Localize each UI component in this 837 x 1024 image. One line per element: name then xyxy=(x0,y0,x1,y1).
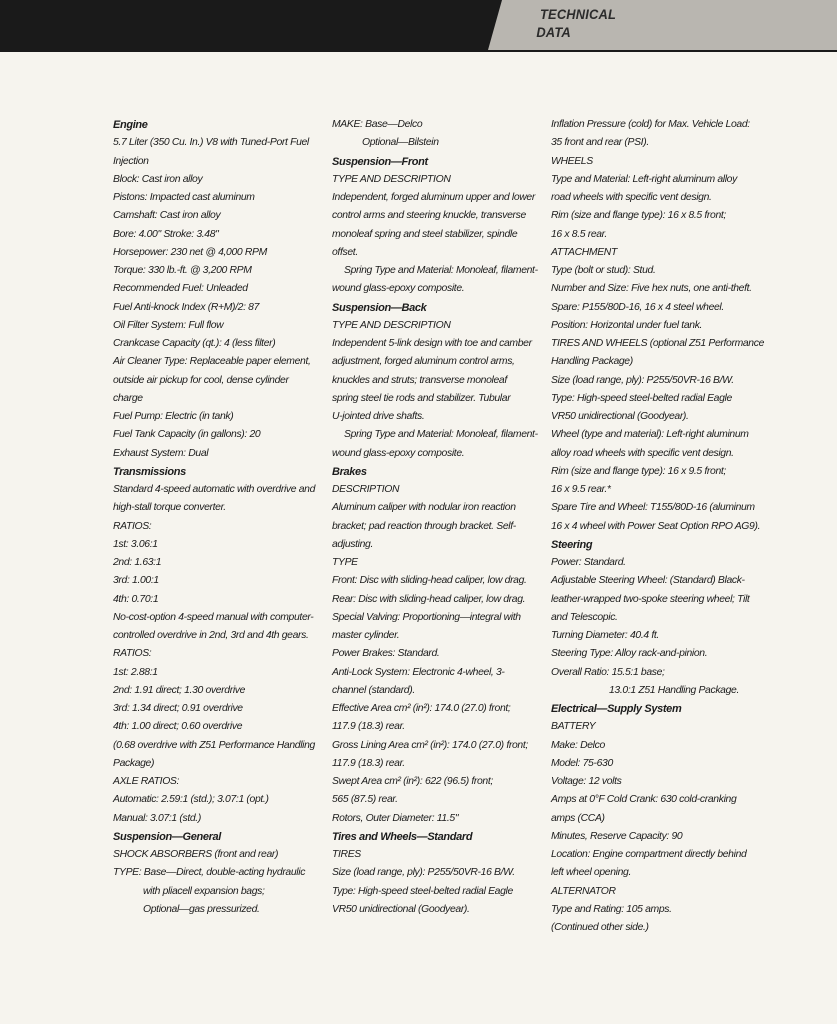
spec-line: Type and Material: Left-right aluminum alloy xyxy=(551,173,737,185)
spec-line: 117.9 (18.3) rear. xyxy=(332,757,405,769)
spec-line: WHEELS xyxy=(551,155,593,167)
spec-line: spring steel tie rods and stabilizer. Tubular xyxy=(332,392,511,404)
spec-line: monoleaf spring and steel stabilizer, spindle xyxy=(332,228,518,240)
spec-line: 1st: 2.88:1 xyxy=(113,666,158,678)
spec-line: Rear: Disc with sliding-head caliper, low drag. xyxy=(332,593,526,605)
spec-line: Anti-Lock System: Electronic 4-wheel, 3- xyxy=(332,666,505,678)
spec-line: outside air pickup for cool, dense cylinder xyxy=(113,374,289,386)
spec-line: Type (bolt or stud): Stud. xyxy=(551,265,656,276)
spec-line: adjustment, forged aluminum control arms, xyxy=(332,356,515,368)
spec-line: Special Valving: Proportioning—integral with xyxy=(332,611,521,623)
section-heading: Engine xyxy=(113,119,148,131)
spec-line: Position: Horizontal under fuel tank. xyxy=(551,319,703,331)
spec-column-1 xyxy=(113,116,316,919)
spec-line: Spare Tire and Wheel: T155/80D-16 (aluminum xyxy=(551,502,755,514)
spec-line: RATIOS: xyxy=(113,520,152,532)
spec-line: Voltage: 12 volts xyxy=(551,776,622,787)
spec-line: Bore: 4.00" Stroke: 3.48" xyxy=(113,228,219,240)
spec-line: (Continued other side.) xyxy=(551,922,649,933)
spec-line: Overall Ratio: 15.5:1 base; xyxy=(551,666,665,678)
spec-line: Pistons: Impacted cast aluminum xyxy=(113,192,255,203)
spec-line: Crankcase Capacity (qt.): 4 (less filter) xyxy=(113,338,276,349)
spec-line: 2nd: 1.63:1 xyxy=(113,557,162,568)
spec-line: U-jointed drive shafts. xyxy=(332,411,425,422)
spec-line: BATTERY xyxy=(551,721,596,733)
spec-line: Effective Area cm² (in²): 174.0 (27.0) front; xyxy=(332,703,511,714)
section-heading: Electrical—Supply System xyxy=(551,703,682,715)
spec-line: TYPE AND DESCRIPTION xyxy=(332,319,451,331)
spec-line: VR50 unidirectional (Goodyear). xyxy=(332,903,470,915)
spec-line: Front: Disc with sliding-head caliper, low drag. xyxy=(332,575,527,587)
spec-line: Type and Rating: 105 amps. xyxy=(551,903,672,915)
spec-line: Model: 75-630 xyxy=(551,757,613,769)
tab-title-line-2: DATA xyxy=(536,24,571,40)
spec-line: 16 x 9.5 rear.* xyxy=(551,484,611,495)
spec-line: Turning Diameter: 40.4 ft. xyxy=(551,630,659,641)
spec-line: VR50 unidirectional (Goodyear). xyxy=(551,411,689,422)
spec-line: Fuel Anti-knock Index (R+M)/2: 87 xyxy=(113,301,260,313)
section-heading: Steering xyxy=(551,538,593,551)
spec-line: Manual: 3.07:1 (std.) xyxy=(113,812,201,824)
spec-line: Recommended Fuel: Unleaded xyxy=(113,283,248,295)
spec-line: wound glass-epoxy composite. xyxy=(332,283,465,295)
tab-title-line-1: TECHNICAL xyxy=(540,6,617,22)
spec-line: Adjustable Steering Wheel: (Standard) Black- xyxy=(551,575,745,587)
spec-line: Handling Package) xyxy=(551,356,633,368)
spec-line: Power Brakes: Standard. xyxy=(332,648,440,660)
spec-line: Oil Filter System: Full flow xyxy=(113,319,224,331)
spec-line: Rim (size and flange type): 16 x 9.5 front; xyxy=(551,465,726,477)
spec-line: Camshaft: Cast iron alloy xyxy=(113,210,221,222)
section-heading: Suspension—Front xyxy=(332,155,428,168)
spec-line: adjusting. xyxy=(332,538,373,550)
spec-line: Minutes, Reserve Capacity: 90 xyxy=(551,830,683,842)
spec-line: Inflation Pressure (cold) for Max. Vehicle Load: xyxy=(551,119,750,130)
spec-line: offset. xyxy=(332,246,358,258)
spec-line: 16 x 4 wheel with Power Seat Option RPO AG9). xyxy=(551,520,761,532)
spec-line: Rim (size and flange type): 16 x 8.5 front; xyxy=(551,210,726,222)
spec-line: master cylinder. xyxy=(332,630,400,641)
spec-line: Torque: 330 lb.-ft. @ 3,200 RPM xyxy=(113,265,252,276)
spec-column-3 xyxy=(551,116,765,937)
spec-line: Exhaust System: Dual xyxy=(113,447,209,459)
spec-line: high-stall torque converter. xyxy=(113,502,226,514)
spec-line: 4th: 1.00 direct; 0.60 overdrive xyxy=(113,721,243,733)
spec-line: Injection xyxy=(113,155,149,167)
spec-line: Location: Engine compartment directly behind xyxy=(551,849,747,860)
spec-line: Rotors, Outer Diameter: 11.5" xyxy=(332,812,459,824)
spec-line: left wheel opening. xyxy=(551,867,632,879)
spec-line: TYPE AND DESCRIPTION xyxy=(332,173,451,185)
spec-line: Size (load range, ply): P255/50VR-16 B/W. xyxy=(551,374,734,386)
spec-line: No-cost-option 4-speed manual with computer- xyxy=(113,611,314,623)
spec-line: Block: Cast iron alloy xyxy=(113,173,203,185)
spec-line: Spring Type and Material: Monoleaf, filament- xyxy=(344,429,538,441)
spec-line: Optional—gas pressurized. xyxy=(143,903,260,915)
spec-line: road wheels with specific vent design. xyxy=(551,192,712,203)
spec-line: Independent, forged aluminum upper and lower xyxy=(332,192,535,203)
spec-line: Spare: P155/80D-16, 16 x 4 steel wheel. xyxy=(551,301,724,313)
spec-line: DESCRIPTION xyxy=(332,484,400,495)
spec-line: 3rd: 1.00:1 xyxy=(113,575,159,587)
spec-line: charge xyxy=(113,392,143,404)
spec-line: and Telescopic. xyxy=(551,611,618,623)
section-tab-title xyxy=(536,5,617,41)
spec-line: TIRES AND WHEELS (optional Z51 Performance xyxy=(551,338,765,349)
spec-line: with pliacell expansion bags; xyxy=(143,885,265,897)
spec-line: 1st: 3.06:1 xyxy=(113,538,158,550)
spec-line: RATIOS: xyxy=(113,648,152,660)
spec-line: Type: High-speed steel-belted radial Eagle xyxy=(332,885,513,897)
spec-line: knuckles and struts; transverse monoleaf xyxy=(332,374,507,386)
spec-line: ALTERNATOR xyxy=(551,885,616,897)
spec-line: Horsepower: 230 net @ 4,000 RPM xyxy=(113,246,267,258)
spec-line: Number and Size: Five hex nuts, one anti-theft. xyxy=(551,283,752,295)
spec-line: Aluminum caliper with nodular iron reaction xyxy=(332,502,516,514)
spec-line: 3rd: 1.34 direct; 0.91 overdrive xyxy=(113,703,243,714)
spec-column-2 xyxy=(332,116,538,919)
spec-line: Type: High-speed steel-belted radial Eagle xyxy=(551,392,732,404)
spec-line: Gross Lining Area cm² (in²): 174.0 (27.0) front; xyxy=(332,739,528,751)
spec-line: 2nd: 1.91 direct; 1.30 overdrive xyxy=(113,684,246,696)
spec-line: 565 (87.5) rear. xyxy=(332,794,398,806)
spec-line: channel (standard). xyxy=(332,684,415,696)
spec-line: Standard 4-speed automatic with overdrive and xyxy=(113,484,316,495)
section-heading: Tires and Wheels—Standard xyxy=(332,830,473,843)
spec-line: alloy road wheels with specific vent design. xyxy=(551,447,734,459)
spec-line: 16 x 8.5 rear. xyxy=(551,228,607,240)
section-heading: Transmissions xyxy=(113,465,186,478)
spec-line: 117.9 (18.3) rear. xyxy=(332,721,405,733)
spec-line: 5.7 Liter (350 Cu. In.) V8 with Tuned-Port Fuel xyxy=(113,137,309,149)
spec-line: Package) xyxy=(113,757,155,769)
spec-line: TYPE: Base—Direct, double-acting hydraulic xyxy=(113,867,306,879)
spec-line: Spring Type and Material: Monoleaf, filament- xyxy=(344,265,538,276)
spec-line: Steering Type: Alloy rack-and-pinion. xyxy=(551,648,708,660)
spec-line: (0.68 overdrive with Z51 Performance Handling xyxy=(113,739,315,751)
spec-line: Make: Delco xyxy=(551,739,605,751)
spec-line: Automatic: 2.59:1 (std.); 3.07:1 (opt.) xyxy=(113,794,269,806)
spec-line: bracket; pad reaction through bracket. Self- xyxy=(332,520,516,532)
spec-line: MAKE: Base—Delco xyxy=(332,119,423,130)
section-heading: Brakes xyxy=(332,465,367,478)
spec-line: Wheel (type and material): Left-right aluminum xyxy=(551,429,749,441)
section-heading: Suspension—General xyxy=(113,830,222,843)
spec-line: Fuel Tank Capacity (in gallons): 20 xyxy=(113,429,261,441)
spec-line: amps (CCA) xyxy=(551,812,605,824)
spec-line: leather-wrapped two-spoke steering wheel; Tilt xyxy=(551,593,750,605)
spec-line: 13.0:1 Z51 Handling Package. xyxy=(609,684,739,696)
spec-line: Amps at 0°F Cold Crank: 630 cold-cranking xyxy=(551,794,737,806)
spec-line: wound glass-epoxy composite. xyxy=(332,447,465,459)
spec-line: AXLE RATIOS: xyxy=(113,776,180,787)
spec-line: SHOCK ABSORBERS (front and rear) xyxy=(113,849,279,860)
spec-line: 35 front and rear (PSI). xyxy=(551,137,649,149)
spec-line: Swept Area cm² (in²): 622 (96.5) front; xyxy=(332,776,493,787)
spec-line: 4th: 0.70:1 xyxy=(113,593,159,605)
spec-line: Power: Standard. xyxy=(551,557,626,568)
spec-line: TIRES xyxy=(332,849,361,860)
spec-line: TYPE xyxy=(332,557,358,568)
spec-line: Independent 5-link design with toe and camber xyxy=(332,338,532,349)
spec-line: Fuel Pump: Electric (in tank) xyxy=(113,411,234,422)
section-heading: Suspension—Back xyxy=(332,301,427,314)
spec-line: Optional—Bilstein xyxy=(362,137,439,149)
spec-line: control arms and steering knuckle, transverse xyxy=(332,210,526,222)
spec-line: Size (load range, ply): P255/50VR-16 B/W. xyxy=(332,867,515,879)
spec-line: ATTACHMENT xyxy=(551,246,617,258)
spec-line: Air Cleaner Type: Replaceable paper element, xyxy=(113,356,311,368)
spec-line: controlled overdrive in 2nd, 3rd and 4th gears. xyxy=(113,630,309,641)
